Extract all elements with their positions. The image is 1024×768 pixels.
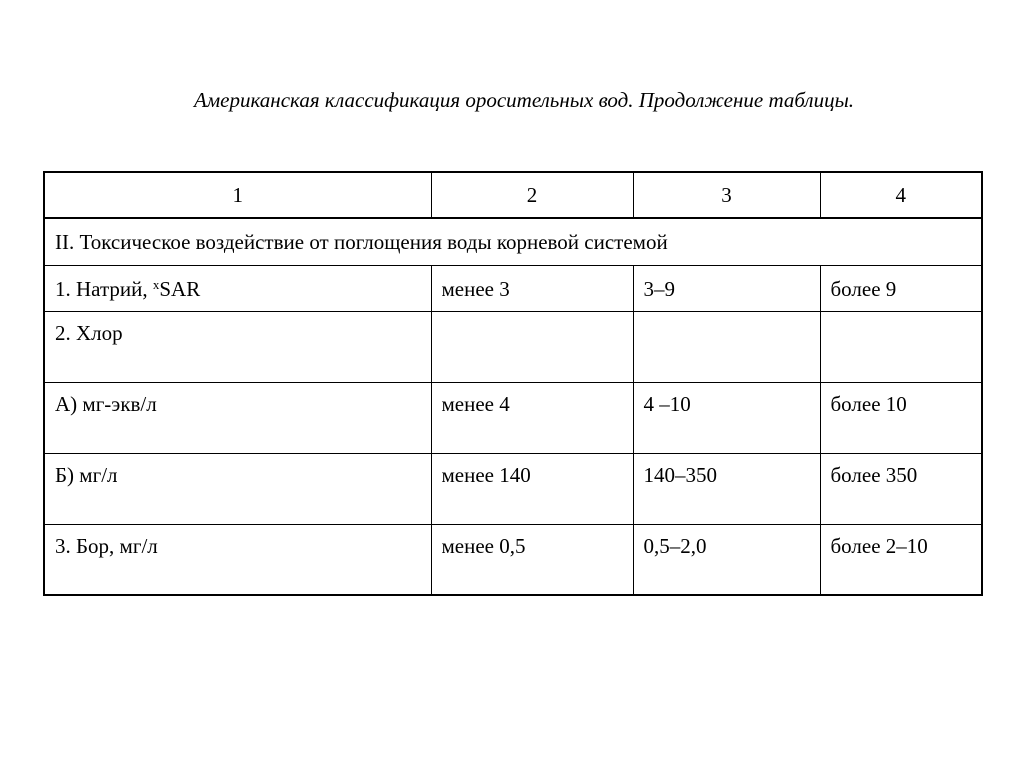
- value-cell: более 2–10: [820, 524, 982, 595]
- header-cell-2: 2: [431, 172, 633, 218]
- value-cell: [820, 311, 982, 382]
- value-cell: более 350: [820, 453, 982, 524]
- value-cell: более 9: [820, 265, 982, 311]
- header-cell-1: 1: [44, 172, 431, 218]
- value-cell: более 10: [820, 382, 982, 453]
- slide-title: Американская классификация оросительных вод. Продолжение таблицы.: [193, 88, 855, 112]
- row-label-text: 1. Натрий,: [55, 276, 153, 301]
- table-header-row: [44, 172, 982, 218]
- header-cell-3: 3: [633, 172, 820, 218]
- value-cell: менее 4: [431, 382, 633, 453]
- row-label: Б) мг/л: [44, 453, 431, 524]
- value-cell: 0,5–2,0: [633, 524, 820, 595]
- table-row: [44, 453, 982, 524]
- header-cell-4: 4: [820, 172, 982, 218]
- value-cell: менее 0,5: [431, 524, 633, 595]
- row-label: 3. Бор, мг/л: [44, 524, 431, 595]
- value-cell: [431, 311, 633, 382]
- section-row: [44, 218, 982, 265]
- value-cell: [633, 311, 820, 382]
- row-label: 2. Хлор: [44, 311, 431, 382]
- value-cell: 4 –10: [633, 382, 820, 453]
- table-row: [44, 524, 982, 595]
- row-label: [44, 265, 431, 311]
- table-row: [44, 265, 982, 311]
- row-label-suffix: SAR: [159, 276, 201, 301]
- classification-table: [43, 171, 983, 596]
- row-label: А) мг-экв/л: [44, 382, 431, 453]
- table-row: [44, 382, 982, 453]
- value-cell: 3–9: [633, 265, 820, 311]
- value-cell: менее 140: [431, 453, 633, 524]
- section-heading: II. Токсическое воздействие от поглощения воды корневой системой: [44, 218, 982, 265]
- value-cell: менее 3: [431, 265, 633, 311]
- row-label-superscript: x: [152, 276, 160, 292]
- value-cell: 140–350: [633, 453, 820, 524]
- table-row: [44, 311, 982, 382]
